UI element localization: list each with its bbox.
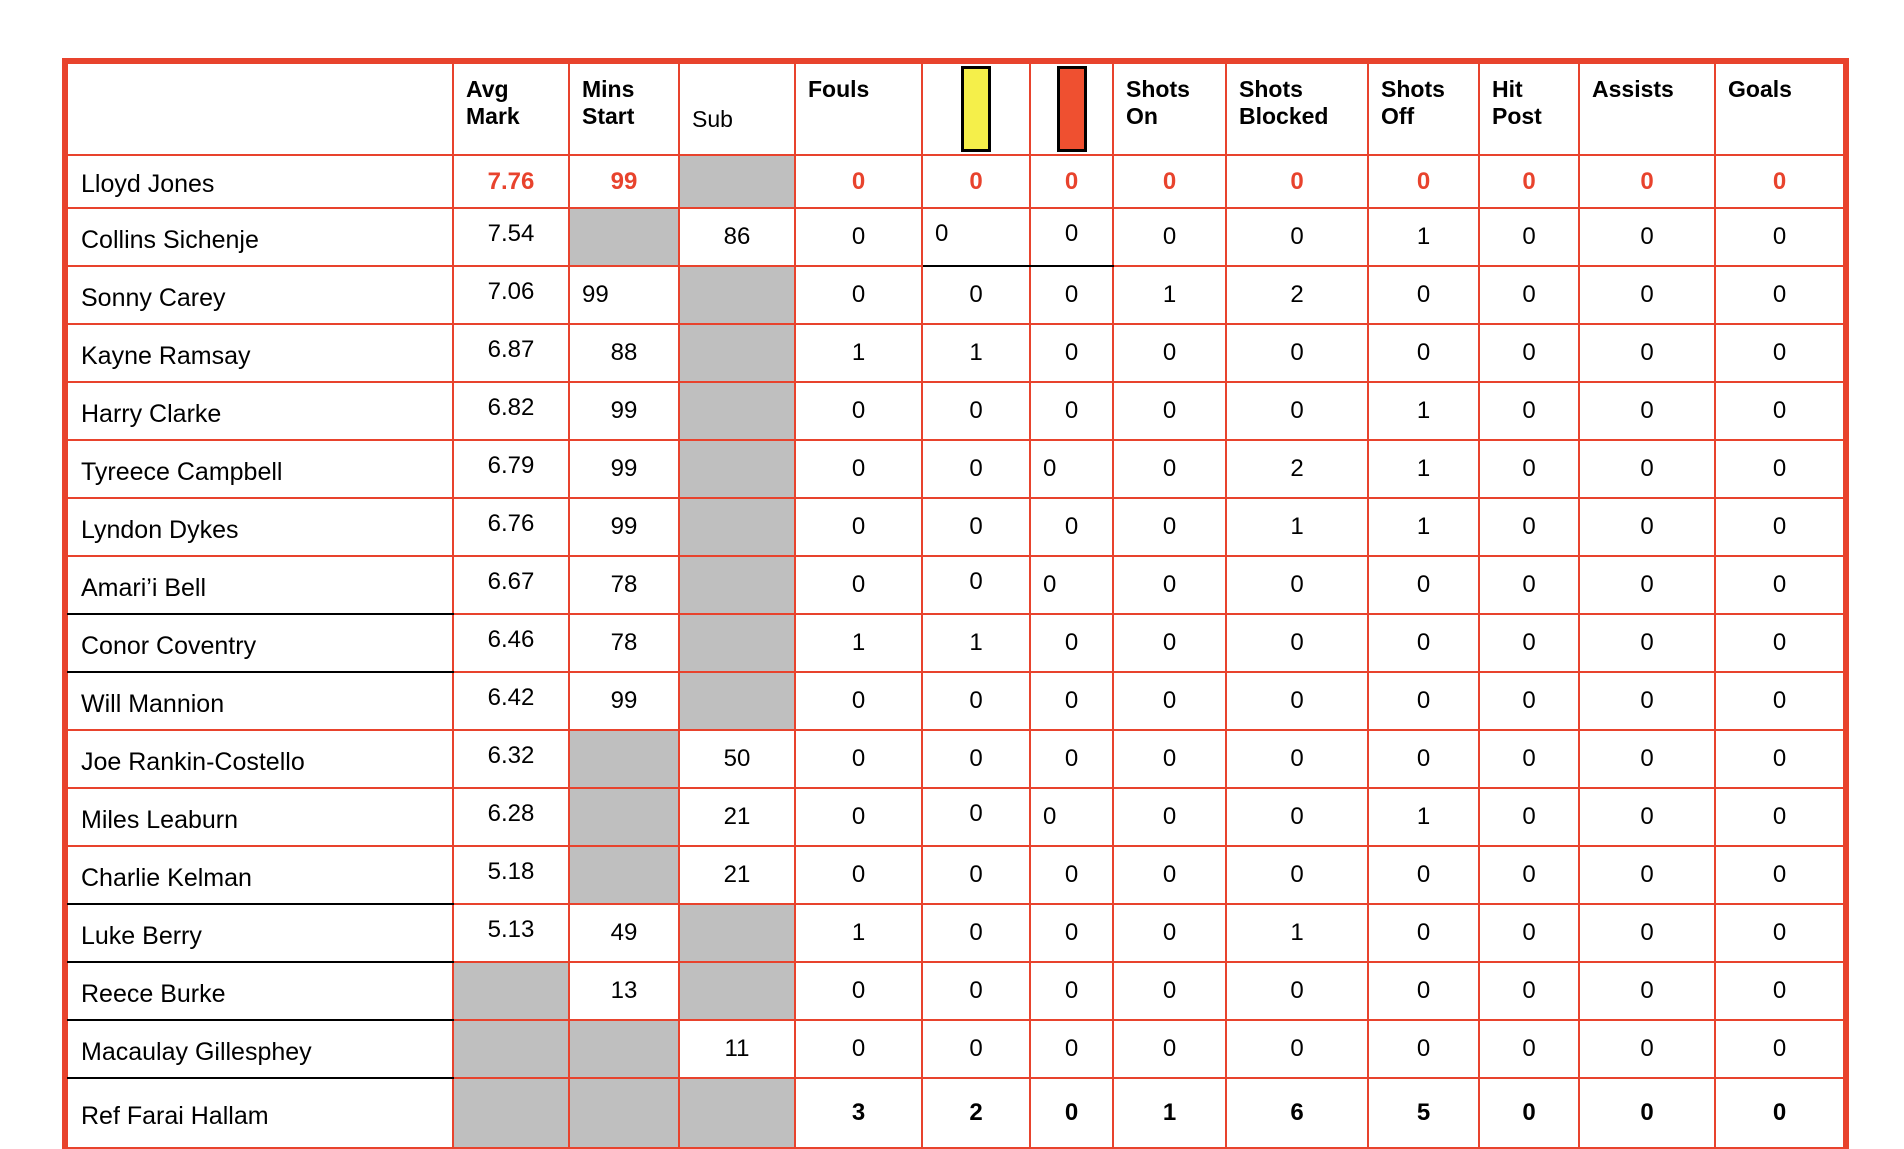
red-cards-cell: 0 <box>1030 324 1113 382</box>
goals-cell: 0 <box>1715 556 1844 614</box>
header-row <box>67 63 1844 155</box>
fouls-cell: 1 <box>795 614 922 672</box>
shots-on-cell: 0 <box>1113 672 1226 730</box>
assists-cell: 0 <box>1579 556 1715 614</box>
hit-post-cell: 0 <box>1479 155 1579 208</box>
assists-cell: 0 <box>1579 440 1715 498</box>
table-row <box>67 614 1844 672</box>
assists-cell: 0 <box>1579 730 1715 788</box>
goals-cell: 0 <box>1715 208 1844 266</box>
goals-cell: 0 <box>1715 1020 1844 1078</box>
avg-mark-cell <box>453 1078 569 1148</box>
fouls-cell: 0 <box>795 266 922 324</box>
assists-cell: 0 <box>1579 788 1715 846</box>
table-row <box>67 324 1844 382</box>
hit-post-header <box>1479 63 1579 155</box>
player-name-cell: Reece Burke <box>67 962 453 1020</box>
hit-post-cell: 0 <box>1479 962 1579 1020</box>
assists-cell: 0 <box>1579 672 1715 730</box>
shots-on-cell: 0 <box>1113 846 1226 904</box>
hit-post-cell: 0 <box>1479 208 1579 266</box>
totals-row <box>67 1078 1844 1148</box>
mins-start-cell: 13 <box>569 962 679 1020</box>
mins-start-cell: 99 <box>569 498 679 556</box>
shots-off-cell: 0 <box>1368 672 1479 730</box>
red-cards-cell: 0 <box>1030 1020 1113 1078</box>
goals-cell: 0 <box>1715 266 1844 324</box>
hit-post-cell: 0 <box>1479 614 1579 672</box>
header-label-line: Start <box>582 103 635 129</box>
assists-cell: 0 <box>1579 498 1715 556</box>
hit-post-cell: 0 <box>1479 672 1579 730</box>
shots-on-cell: 0 <box>1113 556 1226 614</box>
mins-start-cell <box>569 788 679 846</box>
avg-mark-cell: 6.79 <box>453 440 569 498</box>
assists-cell: 0 <box>1579 614 1715 672</box>
avg-mark-cell: 6.76 <box>453 498 569 556</box>
sub-cell <box>679 498 795 556</box>
red-card-icon <box>1057 66 1087 152</box>
shots-on-cell: 0 <box>1113 324 1226 382</box>
red-cards-cell: 0 <box>1030 266 1113 324</box>
header-label-line: Assists <box>1592 76 1674 102</box>
hit-post-cell: 0 <box>1479 1020 1579 1078</box>
goals-cell: 0 <box>1715 672 1844 730</box>
header-label-line: Hit <box>1492 76 1523 102</box>
red-cards-cell: 0 <box>1030 962 1113 1020</box>
hit-post-cell: 0 <box>1479 382 1579 440</box>
sub-cell <box>679 962 795 1020</box>
yellow-cards-cell: 0 <box>922 788 1030 846</box>
table-row <box>67 904 1844 962</box>
sub-cell <box>679 556 795 614</box>
shots-on-header <box>1113 63 1226 155</box>
shots-off-cell: 0 <box>1368 614 1479 672</box>
shots-blocked-cell: 1 <box>1226 498 1368 556</box>
shots-blocked-cell: 0 <box>1226 556 1368 614</box>
table-row <box>67 556 1844 614</box>
avg-mark-cell: 6.67 <box>453 556 569 614</box>
yellow-cards-cell: 0 <box>922 498 1030 556</box>
table-row <box>67 382 1844 440</box>
sub-cell <box>679 324 795 382</box>
player-name-cell: Joe Rankin-Costello <box>67 730 453 788</box>
player-name-cell: Kayne Ramsay <box>67 324 453 382</box>
shots-blocked-cell: 0 <box>1226 672 1368 730</box>
yellow-cards-cell: 0 <box>922 155 1030 208</box>
red-cards-cell: 0 <box>1030 382 1113 440</box>
hit-post-cell: 0 <box>1479 1078 1579 1148</box>
sub-cell <box>679 1078 795 1148</box>
assists-cell: 0 <box>1579 1078 1715 1148</box>
header-label-line: Shots <box>1126 76 1190 102</box>
avg-mark-cell: 6.46 <box>453 614 569 672</box>
shots-off-cell: 1 <box>1368 208 1479 266</box>
mins-start-cell: 99 <box>569 440 679 498</box>
table-row <box>67 730 1844 788</box>
hit-post-cell: 0 <box>1479 904 1579 962</box>
sub-cell: 50 <box>679 730 795 788</box>
fouls-cell: 0 <box>795 498 922 556</box>
red-cards-cell: 0 <box>1030 440 1113 498</box>
avg-mark-header <box>453 63 569 155</box>
table-row <box>67 788 1844 846</box>
mins-start-cell <box>569 208 679 266</box>
sub-cell <box>679 904 795 962</box>
fouls-cell: 1 <box>795 904 922 962</box>
hit-post-cell: 0 <box>1479 440 1579 498</box>
header-label-line: Shots <box>1381 76 1445 102</box>
sub-cell <box>679 266 795 324</box>
goals-cell: 0 <box>1715 440 1844 498</box>
fouls-cell: 0 <box>795 672 922 730</box>
goals-cell: 0 <box>1715 788 1844 846</box>
shots-blocked-cell: 0 <box>1226 614 1368 672</box>
red-cards-cell: 0 <box>1030 730 1113 788</box>
sub-cell <box>679 155 795 208</box>
shots-blocked-cell: 0 <box>1226 846 1368 904</box>
goals-cell: 0 <box>1715 614 1844 672</box>
hit-post-cell: 0 <box>1479 730 1579 788</box>
sub-cell: 21 <box>679 846 795 904</box>
player-name-cell: Sonny Carey <box>67 266 453 324</box>
shots-off-header <box>1368 63 1479 155</box>
hit-post-cell: 0 <box>1479 266 1579 324</box>
player-name-cell: Luke Berry <box>67 904 453 962</box>
mins-start-cell: 99 <box>569 155 679 208</box>
table-body <box>67 155 1844 1148</box>
shots-off-cell: 1 <box>1368 498 1479 556</box>
shots-blocked-header <box>1226 63 1368 155</box>
mins-start-cell: 99 <box>569 672 679 730</box>
avg-mark-cell: 5.18 <box>453 846 569 904</box>
shots-on-cell: 0 <box>1113 155 1226 208</box>
shots-off-cell: 0 <box>1368 1020 1479 1078</box>
fouls-cell: 0 <box>795 1020 922 1078</box>
mins-start-cell: 99 <box>569 382 679 440</box>
shots-off-cell: 0 <box>1368 266 1479 324</box>
shots-off-cell: 5 <box>1368 1078 1479 1148</box>
sub-header <box>679 63 795 155</box>
player-name-cell: Amari’i Bell <box>67 556 453 614</box>
table-row <box>67 1020 1844 1078</box>
fouls-cell: 0 <box>795 556 922 614</box>
shots-blocked-cell: 2 <box>1226 266 1368 324</box>
mins-start-cell: 88 <box>569 324 679 382</box>
assists-cell: 0 <box>1579 324 1715 382</box>
fouls-cell: 0 <box>795 208 922 266</box>
red-cards-cell: 0 <box>1030 498 1113 556</box>
shots-on-cell: 0 <box>1113 1020 1226 1078</box>
yellow-cards-cell: 0 <box>922 1020 1030 1078</box>
yellow-cards-cell: 2 <box>922 1078 1030 1148</box>
shots-blocked-cell: 0 <box>1226 962 1368 1020</box>
sub-cell: 11 <box>679 1020 795 1078</box>
fouls-cell: 0 <box>795 788 922 846</box>
shots-off-cell: 0 <box>1368 846 1479 904</box>
shots-off-cell: 1 <box>1368 382 1479 440</box>
sub-cell <box>679 440 795 498</box>
fouls-cell: 0 <box>795 962 922 1020</box>
table-row <box>67 440 1844 498</box>
assists-cell: 0 <box>1579 155 1715 208</box>
player-name-cell: Charlie Kelman <box>67 846 453 904</box>
header-label-line: On <box>1126 103 1158 129</box>
fouls-cell: 0 <box>795 730 922 788</box>
yellow-cards-cell: 0 <box>922 556 1030 614</box>
player-name-cell: Lloyd Jones <box>67 155 453 208</box>
shots-blocked-cell: 0 <box>1226 1020 1368 1078</box>
shots-on-cell: 0 <box>1113 962 1226 1020</box>
header-label-line: Fouls <box>808 76 870 102</box>
sub-cell <box>679 382 795 440</box>
header-label-line: Blocked <box>1239 103 1329 129</box>
table-row <box>67 846 1844 904</box>
mins-start-cell: 99 <box>569 266 679 324</box>
yellow-cards-cell: 0 <box>922 962 1030 1020</box>
player-name-cell: Miles Leaburn <box>67 788 453 846</box>
sub-cell <box>679 672 795 730</box>
shots-off-cell: 1 <box>1368 440 1479 498</box>
red-cards-cell: 0 <box>1030 556 1113 614</box>
shots-blocked-cell: 0 <box>1226 730 1368 788</box>
yellow-cards-cell: 0 <box>922 266 1030 324</box>
avg-mark-cell: 6.42 <box>453 672 569 730</box>
yellow-cards-cell: 0 <box>922 904 1030 962</box>
red-cards-cell: 0 <box>1030 904 1113 962</box>
red-cards-cell: 0 <box>1030 614 1113 672</box>
yellow-cards-cell: 1 <box>922 614 1030 672</box>
shots-off-cell: 0 <box>1368 324 1479 382</box>
goals-cell: 0 <box>1715 382 1844 440</box>
hit-post-cell: 0 <box>1479 846 1579 904</box>
shots-off-cell: 0 <box>1368 556 1479 614</box>
assists-header <box>1579 63 1715 155</box>
goals-cell: 0 <box>1715 1078 1844 1148</box>
fouls-cell: 0 <box>795 155 922 208</box>
yellow-cards-cell: 0 <box>922 730 1030 788</box>
avg-mark-cell <box>453 962 569 1020</box>
shots-off-cell: 0 <box>1368 155 1479 208</box>
shots-off-cell: 0 <box>1368 962 1479 1020</box>
avg-mark-cell: 6.87 <box>453 324 569 382</box>
table-row <box>67 266 1844 324</box>
shots-blocked-cell: 0 <box>1226 155 1368 208</box>
goals-cell: 0 <box>1715 155 1844 208</box>
fouls-cell: 0 <box>795 440 922 498</box>
hit-post-cell: 0 <box>1479 324 1579 382</box>
goals-cell: 0 <box>1715 904 1844 962</box>
goals-cell: 0 <box>1715 730 1844 788</box>
sub-cell <box>679 614 795 672</box>
mins-start-cell: 78 <box>569 556 679 614</box>
red-cards-cell: 0 <box>1030 672 1113 730</box>
avg-mark-cell: 7.06 <box>453 266 569 324</box>
header-label-line: Avg <box>466 76 509 102</box>
player-name-cell: Conor Coventry <box>67 614 453 672</box>
shots-on-cell: 1 <box>1113 1078 1226 1148</box>
shots-off-cell: 0 <box>1368 904 1479 962</box>
shots-on-cell: 0 <box>1113 904 1226 962</box>
header-label-line: Mins <box>582 76 635 102</box>
yellow-cards-cell: 0 <box>922 440 1030 498</box>
player-name-cell: Ref Farai Hallam <box>67 1078 453 1148</box>
yellow-cards-cell: 0 <box>922 208 1030 266</box>
assists-cell: 0 <box>1579 1020 1715 1078</box>
red-cards-cell: 0 <box>1030 846 1113 904</box>
header-label-line: Off <box>1381 103 1415 129</box>
assists-cell: 0 <box>1579 904 1715 962</box>
avg-mark-cell: 7.54 <box>453 208 569 266</box>
avg-mark-cell: 7.76 <box>453 155 569 208</box>
goals-cell: 0 <box>1715 498 1844 556</box>
hit-post-cell: 0 <box>1479 788 1579 846</box>
avg-mark-cell: 6.32 <box>453 730 569 788</box>
table-row <box>67 155 1844 208</box>
shots-blocked-cell: 0 <box>1226 382 1368 440</box>
shots-on-cell: 0 <box>1113 730 1226 788</box>
player-name-cell: Will Mannion <box>67 672 453 730</box>
yellow-cards-cell: 0 <box>922 672 1030 730</box>
hit-post-cell: 0 <box>1479 498 1579 556</box>
mins-start-cell <box>569 1078 679 1148</box>
player-name-cell: Tyreece Campbell <box>67 440 453 498</box>
table-row <box>67 962 1844 1020</box>
hit-post-cell: 0 <box>1479 556 1579 614</box>
yellow-cards-cell: 0 <box>922 382 1030 440</box>
mins-start-cell <box>569 1020 679 1078</box>
avg-mark-cell: 6.28 <box>453 788 569 846</box>
fouls-cell: 0 <box>795 846 922 904</box>
yellow-cards-cell: 1 <box>922 324 1030 382</box>
player-header <box>67 63 453 155</box>
header-label-line: Goals <box>1728 76 1792 102</box>
shots-blocked-cell: 6 <box>1226 1078 1368 1148</box>
player-stats-table <box>66 62 1845 1149</box>
assists-cell: 0 <box>1579 266 1715 324</box>
red-cards-cell: 0 <box>1030 155 1113 208</box>
yellow-card-icon <box>961 66 991 152</box>
header-label-line: Shots <box>1239 76 1303 102</box>
yellow-cards-cell: 0 <box>922 846 1030 904</box>
shots-on-cell: 0 <box>1113 208 1226 266</box>
shots-off-cell: 0 <box>1368 730 1479 788</box>
shots-on-cell: 0 <box>1113 788 1226 846</box>
goals-cell: 0 <box>1715 846 1844 904</box>
fouls-cell: 0 <box>795 382 922 440</box>
shots-on-cell: 0 <box>1113 498 1226 556</box>
yellow-cards-header <box>922 63 1030 155</box>
shots-blocked-cell: 0 <box>1226 208 1368 266</box>
player-name-cell: Lyndon Dykes <box>67 498 453 556</box>
assists-cell: 0 <box>1579 846 1715 904</box>
mins-start-cell: 78 <box>569 614 679 672</box>
header-label-line: Mark <box>466 103 520 129</box>
header-label-line: Post <box>1492 103 1542 129</box>
table-row <box>67 208 1844 266</box>
goals-cell: 0 <box>1715 962 1844 1020</box>
fouls-header <box>795 63 922 155</box>
red-cards-cell: 0 <box>1030 788 1113 846</box>
player-name-cell: Collins Sichenje <box>67 208 453 266</box>
shots-blocked-cell: 2 <box>1226 440 1368 498</box>
goals-header <box>1715 63 1844 155</box>
mins-start-cell <box>569 730 679 788</box>
avg-mark-cell <box>453 1020 569 1078</box>
sub-cell: 21 <box>679 788 795 846</box>
table-row <box>67 498 1844 556</box>
red-cards-cell: 0 <box>1030 1078 1113 1148</box>
assists-cell: 0 <box>1579 208 1715 266</box>
assists-cell: 0 <box>1579 962 1715 1020</box>
shots-on-cell: 0 <box>1113 614 1226 672</box>
player-name-cell: Harry Clarke <box>67 382 453 440</box>
shots-on-cell: 0 <box>1113 440 1226 498</box>
player-name-cell: Macaulay Gillesphey <box>67 1020 453 1078</box>
fouls-cell: 1 <box>795 324 922 382</box>
mins-start-cell: 49 <box>569 904 679 962</box>
avg-mark-cell: 6.82 <box>453 382 569 440</box>
red-cards-cell: 0 <box>1030 208 1113 266</box>
shots-blocked-cell: 0 <box>1226 324 1368 382</box>
goals-cell: 0 <box>1715 324 1844 382</box>
shots-blocked-cell: 0 <box>1226 788 1368 846</box>
mins-start-cell <box>569 846 679 904</box>
shots-blocked-cell: 1 <box>1226 904 1368 962</box>
avg-mark-cell: 5.13 <box>453 904 569 962</box>
sub-cell: 86 <box>679 208 795 266</box>
red-cards-header <box>1030 63 1113 155</box>
assists-cell: 0 <box>1579 382 1715 440</box>
mins-start-header <box>569 63 679 155</box>
table-row <box>67 672 1844 730</box>
shots-on-cell: 1 <box>1113 266 1226 324</box>
shots-on-cell: 0 <box>1113 382 1226 440</box>
header-label-line: Sub <box>692 106 733 132</box>
fouls-cell: 3 <box>795 1078 922 1148</box>
shots-off-cell: 1 <box>1368 788 1479 846</box>
